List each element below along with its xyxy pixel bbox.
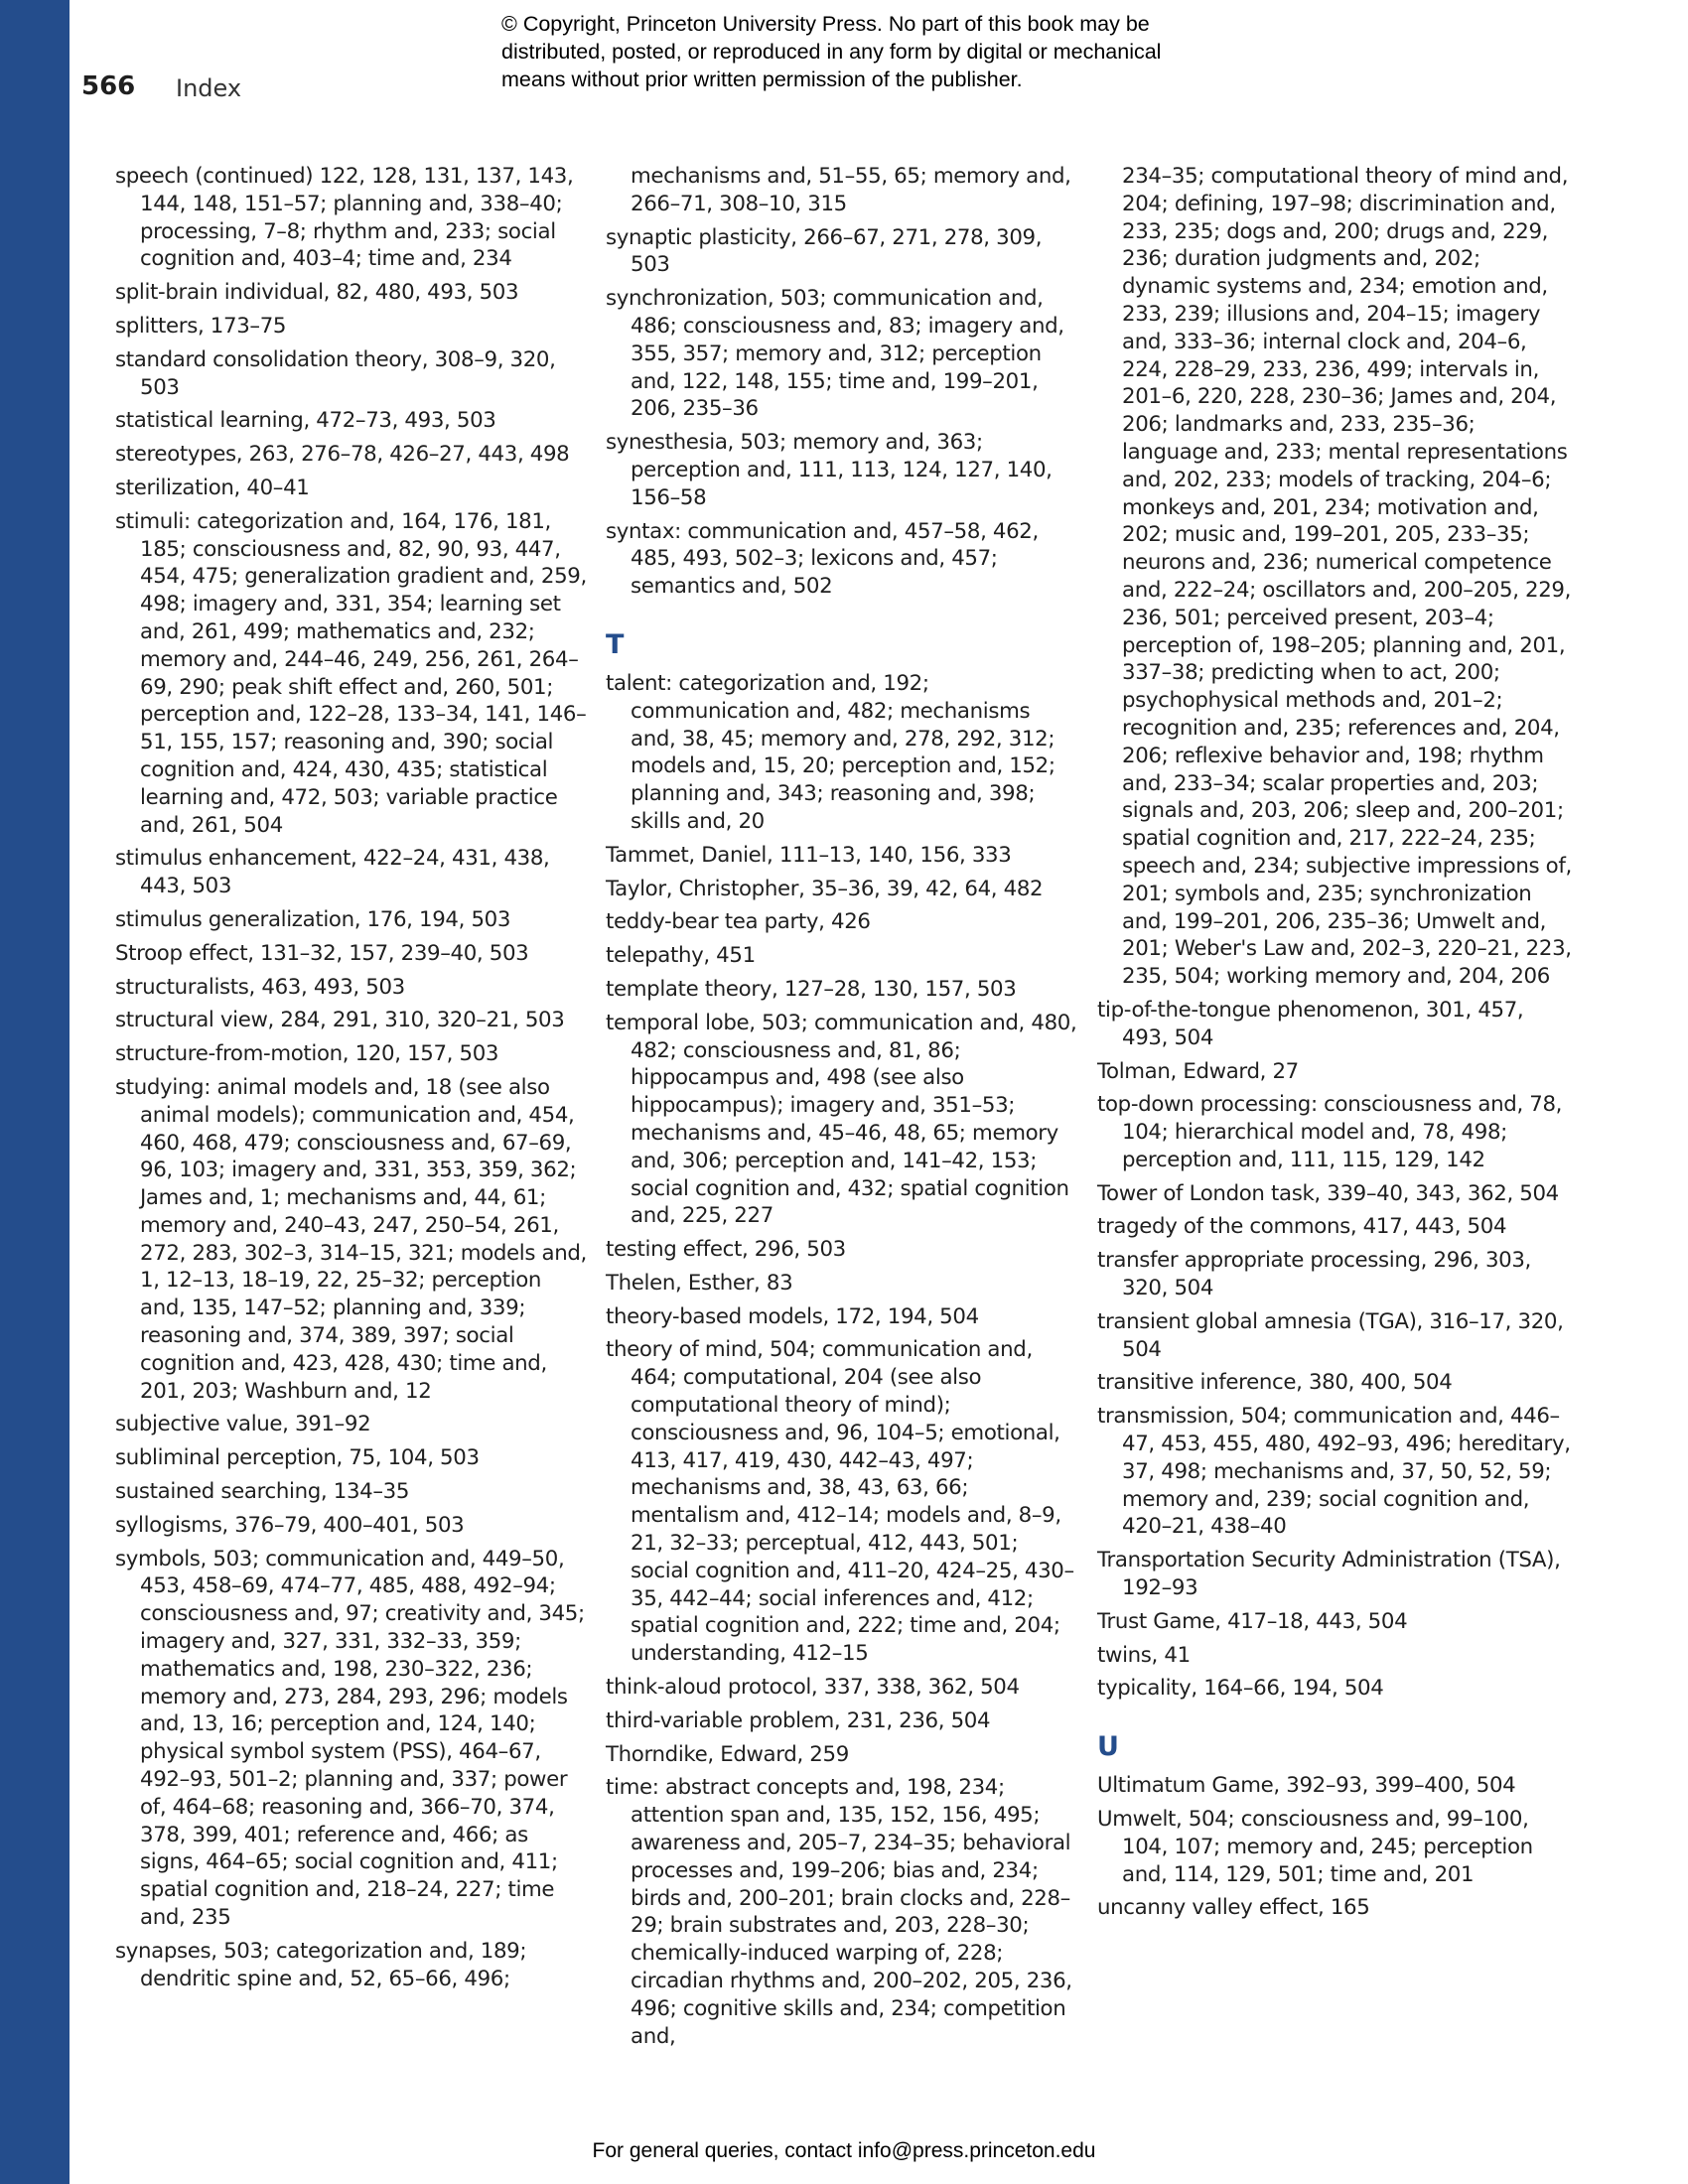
- index-entry: template theory, 127–28, 130, 157, 503: [606, 976, 1017, 1002]
- index-entry: Trust Game, 417–18, 443, 504: [1097, 1608, 1408, 1634]
- index-entry: twins, 41: [1097, 1642, 1191, 1668]
- page-edge-bar: [0, 0, 70, 2184]
- index-entry: synchronization, 503; communication and, 486; consciousness and, 83; imagery and, 355, 357; memory and, 312; perception and, 122, 148, 155; time and, 199–201, 206, 235–36: [606, 286, 1064, 422]
- index-entry: transient global amnesia (TGA), 316–17, 320, 504: [1097, 1308, 1564, 1362]
- index-entry: Transportation Security Administration (TSA), 192–93: [1097, 1548, 1561, 1601]
- index-entry: testing effect, 296, 503: [606, 1237, 846, 1263]
- index-entry-continuation: 234–35; computational theory of mind and, 204; defining, 197–98; discrimination and, 233, 235; dogs and, 200; drugs and, 229, 236; duration judgments and, 202; dynamic systems and, 234; emotion and, 233, 239; illusions and, 204–15; imagery and, 333–36; internal clock and, 204–6, 224, 228–29, 233, 236, 499; intervals in, 201–6, 220, 228, 230–36; James and, 204, 206; landmarks and, 233, 235–36; language and, 233; mental representations and, 202, 233; models of tracking, 204–6; monkeys and, 201, 234; motivation and, 202; music and, 199–201, 205, 233–35; neurons and, 236; numerical competence and, 222–24; oscillators and, 200–205, 229, 236, 501; perceived present, 203–4; perception of, 198–205; planning and, 201, 337–38; predicting when to act, 200; psychophysical methods and, 201–2; recognition and, 235; references and, 204, 206; reflexive behavior and, 198; rhythm and, 233–34; scalar properties and, 203; signals and, 203, 206; sleep and, 200–201; spatial cognition and, 217, 222–24, 235; speech and, 234; subjective impressions of, 201; symbols and, 235; synchronization and, 199–201, 206, 235–36; Umwelt and, 201; Weber's Law and, 202–3, 220–21, 223, 235, 504; working memory and, 204, 206: [1122, 164, 1572, 990]
- index-entry: Thorndike, Edward, 259: [606, 1741, 849, 1767]
- index-entry: third-variable problem, 231, 236, 504: [606, 1707, 991, 1733]
- index-entry: studying: animal models and, 18 (see also animal models); communication and, 454, 460, 468, 479; consciousness and, 67–69, 96, 103; imagery and, 331, 353, 359, 362; James and, 1; mechanisms and, 44, 61; memory and, 240–43, 247, 250–54, 261, 272, 283, 302–3, 314–15, 321; models and, 1, 12–13, 18–19, 22, 25–32; perception and, 135, 147–52; planning and, 339; reasoning and, 374, 389, 397; social cognition and, 423, 428, 430; time and, 201, 203; Washburn and, 12: [115, 1074, 587, 1404]
- index-entry: typicality, 164–66, 194, 504: [1097, 1676, 1384, 1702]
- index-entry: standard consolidation theory, 308–9, 320, 503: [115, 346, 556, 400]
- copyright-line: means without prior written permission of the publisher.: [501, 68, 1023, 91]
- index-entry: subjective value, 391–92: [115, 1412, 371, 1437]
- index-entry: structural view, 284, 291, 310, 320–21, 503: [115, 1008, 565, 1033]
- index-entry: temporal lobe, 503; communication and, 480, 482; consciousness and, 81, 86; hippocampus and, 498 (see also hippocampus); imagery and, 351–53; mechanisms and, 45–46, 48, 65; memory and, 306; perception and, 141–42, 153; social cognition and, 432; spatial cognition and, 225, 227: [606, 1010, 1077, 1229]
- index-entry: theory-based models, 172, 194, 504: [606, 1303, 979, 1329]
- index-entry: telepathy, 451: [606, 943, 756, 969]
- index-entry: teddy-bear tea party, 426: [606, 909, 871, 935]
- section-letter: U: [1097, 1731, 1119, 1763]
- copyright-line: distributed, posted, or reproduced in any form by digital or mechanical: [501, 40, 1162, 64]
- index-entry: transmission, 504; communication and, 446–47, 453, 455, 480, 492–93, 496; hereditary, 37, 498; mechanisms and, 37, 50, 52, 59; memory and, 239; social cognition and, 420–21, 438–40: [1097, 1404, 1571, 1540]
- index-entry: synesthesia, 503; memory and, 363; perception and, 111, 113, 124, 127, 140, 156–58: [606, 430, 1053, 510]
- index-entry: talent: categorization and, 192; communication and, 482; mechanisms and, 38, 45; memory and, 278, 292, 312; models and, 15, 20; perception and, 152; planning and, 343; reasoning and, 398; skills and, 20: [606, 670, 1055, 834]
- section-letter: T: [606, 628, 625, 660]
- index-entry: splitters, 173–75: [115, 313, 287, 339]
- index-entry: symbols, 503; communication and, 449–50, 453, 458–69, 474–77, 485, 488, 492–94; consciousness and, 97; creativity and, 345; imagery and, 327, 331, 332–33, 359; mathematics and, 198, 230–322, 236; memory and, 273, 284, 293, 296; models and, 13, 16; perception and, 124, 140; physical symbol system (PSS), 464–67, 492–93, 501–2; planning and, 337; power of, 464–68; reasoning and, 366–70, 374, 378, 399, 401; reference and, 466; as signs, 464–65; social cognition and, 411; spatial cognition and, 218–24, 227; time and, 235: [115, 1546, 585, 1931]
- index-column-3: [1097, 163, 1572, 1928]
- index-entry: Stroop effect, 131–32, 157, 239–40, 503: [115, 940, 529, 966]
- index-entry: think-aloud protocol, 337, 338, 362, 504: [606, 1675, 1020, 1701]
- index-entry: transfer appropriate processing, 296, 303, 320, 504: [1097, 1248, 1531, 1301]
- index-entry: subliminal perception, 75, 104, 503: [115, 1445, 480, 1471]
- index-entry: sterilization, 40–41: [115, 475, 310, 500]
- index-entry: theory of mind, 504; communication and, 464; computational, 204 (see also computational theory of mind); consciousness and, 96, 104–5; emotional, 413, 417, 419, 430, 442–43, 497; mechanisms and, 38, 43, 63, 66; mentalism and, 412–14; models and, 8–9, 21, 32–33; perceptual, 412, 443, 501; social cognition and, 411–20, 424–25, 430–35, 442–44; social inferences and, 412; spatial cognition and, 222; time and, 204; understanding, 412–15: [606, 1337, 1074, 1667]
- index-entry: Tammet, Daniel, 111–13, 140, 156, 333: [606, 842, 1012, 868]
- index-entry: stimulus generalization, 176, 194, 503: [115, 906, 511, 932]
- index-entry: tip-of-the-tongue phenomenon, 301, 457, 493, 504: [1097, 997, 1524, 1050]
- page-number: 566: [81, 71, 136, 101]
- copyright-line: © Copyright, Princeton University Press. No part of this book may be: [501, 12, 1150, 36]
- index-column-2: [606, 163, 1080, 2056]
- index-entry: tragedy of the commons, 417, 443, 504: [1097, 1214, 1507, 1240]
- index-entry: top-down processing: consciousness and, 78, 104; hierarchical model and, 78, 498; perception and, 111, 115, 129, 142: [1097, 1092, 1563, 1172]
- index-entry: split-brain individual, 82, 480, 493, 503: [115, 280, 519, 306]
- copyright-notice: [501, 10, 1256, 93]
- index-entry: time: abstract concepts and, 198, 234; attention span and, 135, 152, 156, 495; awareness and, 205–7, 234–35; behavioral processes and, 199–206; bias and, 234; birds and, 200–201; brain clocks and, 228–29; brain substrates and, 203, 228–30; chemically-induced warping of, 228; circadian rhythms and, 200–202, 205, 236, 496; cognitive skills and, 234; competition and,: [606, 1775, 1072, 2049]
- index-entry: Tolman, Edward, 27: [1097, 1058, 1299, 1084]
- index-entry: Thelen, Esther, 83: [606, 1270, 793, 1296]
- running-head: Index: [176, 74, 242, 102]
- index-entry: structure-from-motion, 120, 157, 503: [115, 1041, 499, 1067]
- footer-contact: For general queries, contact info@press.princeton.edu: [592, 2139, 1096, 2162]
- index-entry: structuralists, 463, 493, 503: [115, 974, 405, 1000]
- index-entry: sustained searching, 134–35: [115, 1479, 410, 1505]
- index-entry: Tower of London task, 339–40, 343, 362, 504: [1097, 1180, 1559, 1206]
- index-entry: statistical learning, 472–73, 493, 503: [115, 408, 496, 434]
- index-entry: uncanny valley effect, 165: [1097, 1895, 1370, 1921]
- index-entry-continuation: mechanisms and, 51–55, 65; memory and, 266–71, 308–10, 315: [631, 164, 1071, 216]
- index-entry: speech (continued) 122, 128, 131, 137, 143, 144, 148, 151–57; planning and, 338–40; processing, 7–8; rhythm and, 233; social cognition and, 403–4; time and, 234: [115, 164, 574, 272]
- index-entry: stimulus enhancement, 422–24, 431, 438, 443, 503: [115, 846, 550, 899]
- index-entry: stimuli: categorization and, 164, 176, 181, 185; consciousness and, 82, 90, 93, 447, 454, 475; generalization gradient and, 259, 498; imagery and, 331, 354; learning set and, 261, 499; mathematics and, 232; memory and, 244–46, 249, 256, 261, 264–69, 290; peak shift effect and, 260, 501; perception and, 122–28, 133–34, 141, 146–51, 155, 157; reasoning and, 390; social cognition and, 424, 430, 435; statistical learning and, 472, 503; variable practice and, 261, 504: [115, 508, 587, 838]
- index-entry: syllogisms, 376–79, 400–401, 503: [115, 1512, 465, 1538]
- index-entry: Taylor, Christopher, 35–36, 39, 42, 64, 482: [606, 876, 1044, 901]
- index-column-1: [115, 163, 590, 1998]
- index-entry: stereotypes, 263, 276–78, 426–27, 443, 498: [115, 442, 570, 468]
- index-entry: synaptic plasticity, 266–67, 271, 278, 309, 503: [606, 224, 1043, 278]
- index-entry: transitive inference, 380, 400, 504: [1097, 1370, 1453, 1396]
- index-entry: Ultimatum Game, 392–93, 399–400, 504: [1097, 1773, 1516, 1799]
- index-entry: Umwelt, 504; consciousness and, 99–100, 104, 107; memory and, 245; perception and, 114, 129, 501; time and, 201: [1097, 1807, 1533, 1887]
- index-entry: syntax: communication and, 457–58, 462, 485, 493, 502–3; lexicons and, 457; semantics and, 502: [606, 518, 1039, 600]
- index-entry: synapses, 503; categorization and, 189; dendritic spine and, 52, 65–66, 496;: [115, 1938, 527, 1991]
